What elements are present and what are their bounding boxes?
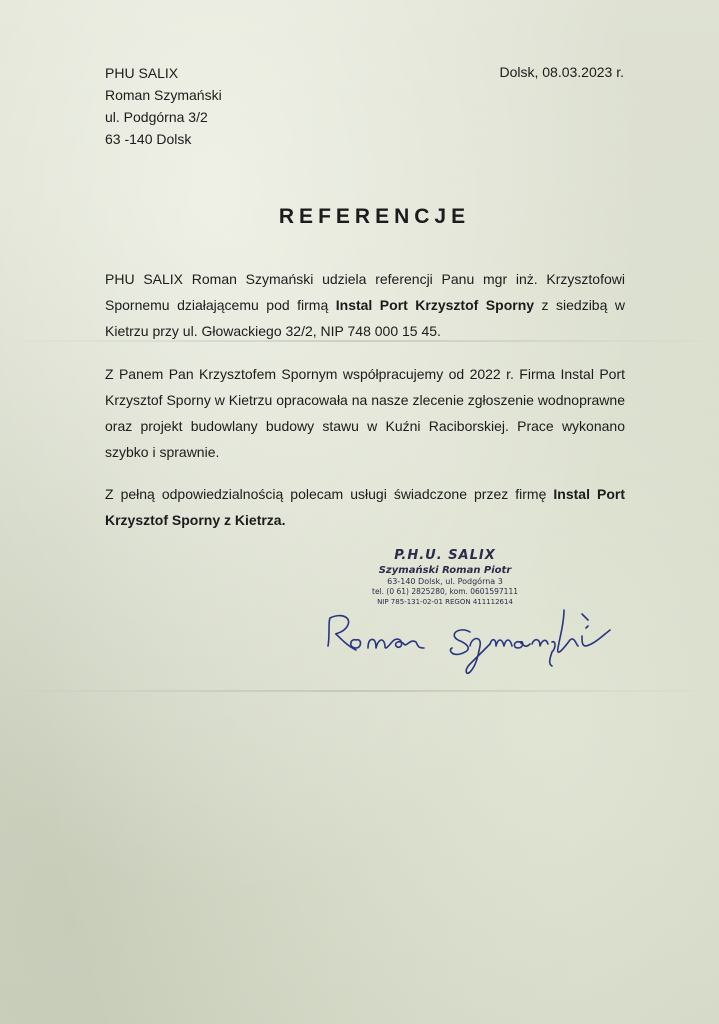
stamp-owner: Szymański Roman Piotr (378, 565, 512, 576)
sender-address (105, 62, 222, 150)
paragraph-text: Z pełną odpowiedzialnością polecam usługi świadczone przez firmę (105, 486, 554, 502)
paragraph-cooperation: Z Panem Pan Krzysztofem Spornym współpracujemy od 2022 r. Firma Instal Port Krzysztof Sporny w Kietrzu opracowała na nasze zlecenie zgłoszenie wodnoprawne oraz projekt budowlany budowy stawu w Kuźni Raciborskiej. Prace wykonano szybko i sprawnie. (105, 366, 625, 460)
paper-crease (0, 690, 719, 692)
letter-title: REFERENCJE (278, 205, 471, 228)
company-stamp (355, 548, 535, 607)
paragraph-recommendation (105, 481, 625, 533)
stamp-phone: tel. (0 61) 2825280, kom. 0601597111 (372, 587, 518, 596)
handwritten-signature (320, 600, 630, 690)
letter-date: Dolsk, 08.03.2023 r. (499, 64, 624, 80)
stamp-company: P.H.U. SALIX (394, 548, 496, 563)
sender-line: PHU SALIX (105, 65, 179, 81)
stamp-address: 63-140 Dolsk, ul. Podgórna 3 (387, 577, 503, 586)
company-name: Instal Port Krzysztof Sporny (335, 297, 535, 313)
stamp-tax-ids: NIP 785-131-02-01 REGON 411112614 (377, 598, 513, 606)
paragraph-intro (105, 266, 625, 344)
sender-line: 63 -140 Dolsk (105, 131, 192, 147)
paragraph-text: PHU SALIX Roman Szymański udziela referencji Panu mgr inż. Krzysztofowi Spornemu działającemu pod firmą (105, 271, 625, 313)
company-name: Instal Port Krzysztof Sporny z Kietrza. (105, 486, 625, 528)
sender-line: ul. Podgórna 3/2 (105, 109, 208, 125)
sender-line: Roman Szymański (105, 87, 222, 103)
paragraph-text: z siedzibą w Kietrzu przy ul. Głowackiego 32/2, NIP 748 000 15 45. (105, 297, 625, 339)
